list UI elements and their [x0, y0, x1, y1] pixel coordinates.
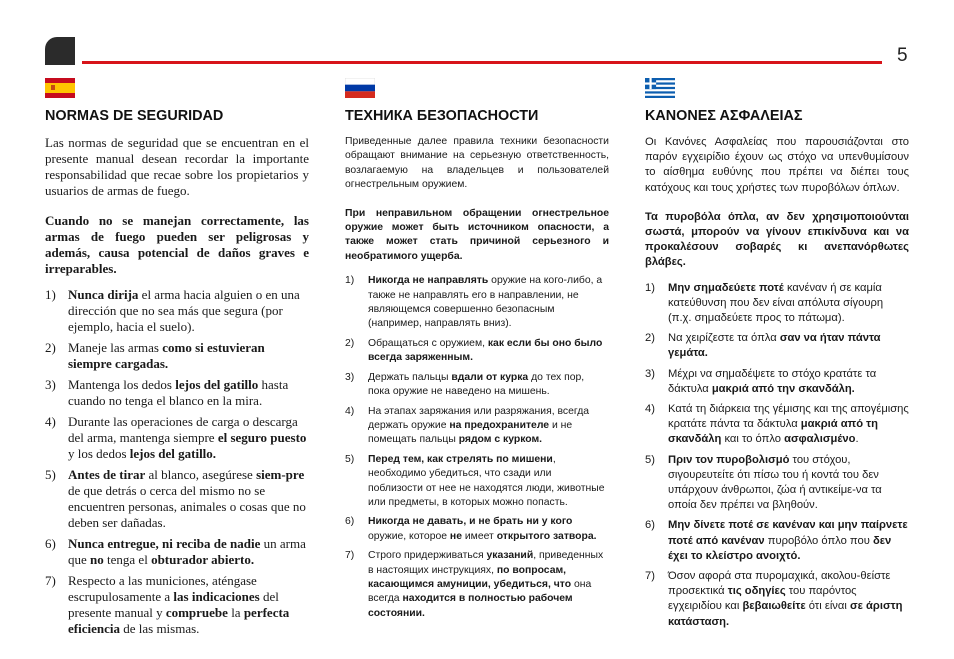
rule-text: un arma que [68, 536, 306, 567]
rules-list [345, 274, 609, 621]
rule-item [45, 340, 309, 372]
section-heading: ΚΑΝΟΝΕΣ ΑΣΦΑΛΕΙΑΣ [645, 108, 803, 124]
rule-text: tenga el [103, 552, 152, 567]
warning-paragraph: Τα πυροβόλα όπλα, αν δεν χρησιμοποιούνται σωστά, μπορούν να γίνουν επικίνδυνα και να προκαλέσουν σοβαρές κι ανεπανόρθωτες βλάβες. [645, 210, 909, 269]
header-rule [82, 61, 882, 64]
rule-text: Όσον αφορά στα πυρομαχικά, ακολου-θείστε προσεκτικά [668, 570, 891, 598]
brand-logo [45, 37, 75, 65]
rule-text: Обращаться с оружием, [368, 337, 488, 349]
rule-text: de las mismas. [119, 621, 200, 636]
rule-number: 2) [645, 332, 655, 345]
rule-number: 3) [345, 371, 355, 383]
rule-text: κανέναν ή σε καμία κατεύθυνση που δεν είναι απόλυτα σίγουρη (π.χ. σημαδεύετε προς το πάτωμα). [668, 281, 884, 325]
rule-item [645, 518, 909, 564]
section-greek [645, 78, 909, 635]
rule-item [645, 281, 909, 327]
section-heading: ТЕХНИКА БЕЗОПАСНОСТИ [345, 108, 539, 124]
rule-number: 7) [45, 573, 56, 588]
rule-emphasis: el seguro puesto [217, 430, 307, 445]
rule-text: del presente manual y [68, 589, 279, 620]
rule-emphasis: Никогда не давать, и не брать ни у кого [368, 516, 573, 528]
rule-number: 7) [345, 550, 355, 562]
rules-list [645, 281, 909, 630]
rule-text: . [855, 433, 859, 446]
rule-text: Maneje las armas [68, 340, 163, 355]
rule-emphasis: Никогда не направлять [368, 275, 489, 287]
rules-list [45, 287, 309, 637]
rule-emphasis: как если бы оно было всегда заряженным. [368, 337, 603, 364]
rule-number: 1) [645, 281, 655, 294]
rule-number: 2) [345, 337, 355, 349]
rule-number: 5) [45, 467, 56, 482]
rule-number: 5) [645, 453, 655, 466]
rule-text: la [227, 605, 244, 620]
rule-item [45, 287, 309, 335]
rule-emphasis: ασφαλισμένο [784, 433, 856, 446]
rule-item [645, 331, 909, 361]
rule-emphasis: указаний [486, 550, 534, 562]
intro-paragraph: Οι Κανόνες Ασφαλείας που παρουσιάζονται στο παρόν εγχειρίδιο έχουν ως στόχο να υπενθυμίσουν το αίσθημα ευθύνης που πρέπει να διέπει τους κατόχους και τους χρήστες των πυροβόλων όπλων. [645, 136, 909, 194]
rule-item [45, 536, 309, 568]
rule-item [645, 402, 909, 448]
rule-item [345, 371, 609, 400]
rule-text: Durante las operaciones de carga o descarga del arma, mantenga siempre [68, 414, 298, 445]
rule-item [45, 414, 309, 462]
rule-text: Να χειρίζεστε τα όπλα [668, 332, 780, 345]
rule-item [45, 377, 309, 409]
rule-text: και το όπλο [721, 433, 785, 446]
rule-emphasis: вдали от курка [451, 371, 529, 383]
rule-text: al blanco, asegúrese [145, 467, 257, 482]
rule-emphasis: не [449, 530, 462, 542]
rule-emphasis: Antes de tirar [68, 467, 146, 482]
rule-emphasis: lejos del gatillo. [129, 446, 217, 461]
rule-emphasis: las indicaciones [173, 589, 260, 604]
rule-text: до тех пор, пока оружие не наведено на мишень. [368, 371, 585, 398]
greece-flag-icon [645, 78, 675, 98]
rule-number: 7) [645, 570, 655, 583]
rule-text: του παρόντος εγχειριδίου και [668, 585, 857, 613]
rule-emphasis: Μην δίνετε ποτέ σε κανέναν και μην παίρνετε ποτέ από κανέναν [668, 519, 908, 547]
rule-emphasis: no [90, 552, 104, 567]
rule-text: Μέχρι να σημαδέψετε το στόχο κρατάτε τα δάκτυλα [668, 367, 877, 395]
rule-number: 5) [345, 453, 355, 465]
russia-flag-icon [345, 78, 375, 98]
rule-emphasis: βεβαιωθείτε [742, 600, 806, 613]
rule-text: она всегда [368, 578, 592, 605]
intro-paragraph: Приведенные далее правила техники безопасности обращают внимание на серьезную ответственность, возлагаемую на владельцев и пользователей огнестрельным оружием. [345, 136, 609, 191]
rule-text: de que detrás o cerca del mismo no se encuentren personas, animales o cosas que no deben ser dañadas. [68, 483, 306, 530]
rule-text: оружие, которое [368, 530, 450, 542]
rule-item [45, 467, 309, 531]
rule-emphasis: μακριά από την σκανδάλη. [711, 382, 855, 395]
rule-item [345, 515, 609, 544]
rule-text: Mantenga los dedos [68, 377, 176, 392]
rule-number: 4) [345, 405, 355, 417]
rule-text: , необходимо убедиться, что сзади или поблизости от нее не находятся люди, животные или предметы, в которых можно попасть. [368, 453, 605, 508]
rule-number: 4) [645, 403, 655, 416]
rule-item [45, 573, 309, 637]
rule-number: 3) [645, 367, 655, 380]
rule-emphasis: compruebe [165, 605, 228, 620]
rule-emphasis: Nunca entregue, ni reciba de nadie [68, 536, 261, 551]
rule-text: Κατά τη διάρκεια της γέμισης και της απογέμισης κρατάτε πάντα τα δάκτυλα [668, 403, 909, 431]
rule-text: , приведенных в настоящих инструкциях, [368, 550, 604, 576]
rule-number: 3) [45, 377, 56, 392]
rule-emphasis: perfecta eficiencia [68, 605, 290, 636]
rule-emphasis: Μην σημαδεύετε ποτέ [668, 281, 784, 294]
rule-item [345, 337, 609, 366]
rule-text: и не помещать пальцы [368, 419, 573, 446]
warning-paragraph: При неправильном обращении огнестрельное оружие может быть источником опасности, а также может стать причиной серьезного и необратимого ущерба. [345, 207, 609, 262]
rule-text: На этапах заряжания или разряжания, всегда держать оружие [368, 405, 590, 431]
rule-number: 6) [45, 536, 56, 551]
rule-number: 4) [45, 414, 56, 429]
rule-emphasis: открытого затвора. [496, 530, 597, 542]
rule-text: πυροβόλο όπλο που [764, 534, 873, 547]
rule-item [345, 453, 609, 511]
rule-text: имеет [461, 530, 497, 542]
rule-emphasis: σαν να ήταν πάντα γεμάτα. [668, 332, 881, 360]
rule-emphasis: siem-pre [256, 467, 305, 482]
page-number: 5 [897, 45, 908, 66]
rule-emphasis: по вопросам, касающимся амуниции, убедиться, что [368, 564, 572, 590]
rule-text: ότι είναι [805, 600, 850, 613]
rule-text: hasta cuando no tenga el blanco en la mira. [68, 377, 289, 408]
rule-emphasis: Πριν τον πυροβολισμό [668, 453, 790, 466]
rule-emphasis: рядом с курком. [458, 434, 543, 446]
rule-text: y los dedos [68, 446, 130, 461]
spain-flag-icon [45, 78, 75, 98]
rule-emphasis: Перед тем, как стрелять по мишени [368, 453, 553, 465]
rule-emphasis: obturador abierto. [151, 552, 255, 567]
rule-number: 6) [345, 516, 355, 528]
section-spanish [45, 78, 309, 642]
rule-item [645, 367, 909, 397]
rule-number: 2) [45, 340, 56, 355]
section-heading: NORMAS DE SEGURIDAD [45, 108, 224, 124]
rule-emphasis: lejos del gatillo [175, 377, 259, 392]
warning-paragraph: Cuando no se manejan correctamente, las armas de fuego pueden ser peligrosas y además, causa potencial de daños graves e irreparables. [45, 213, 309, 276]
intro-paragraph: Las normas de seguridad que se encuentran en el presente manual desean recordar la importante responsabilidad que recae sobre los propietarios y usuarios de armas de fuego. [45, 135, 309, 198]
rule-text: του στόχου, σιγουρευτείτε ότι πίσω του ή κοντά του δεν υπάρχουν άνθρωποι, ζώα ή αντικείμε-να τα οποία δεν πρέπει να βληθούν. [668, 453, 882, 512]
rule-emphasis: μακριά από τη σκανδάλη [668, 418, 878, 446]
rule-text: оружие на кого-либо, а также не направлять его в направлении, не являющемся совершенно безопасным (например, направлять вниз). [368, 275, 603, 330]
rule-number: 6) [645, 519, 655, 532]
rule-emphasis: δεν έχει το κλείστρο ανοιχτό. [668, 534, 892, 562]
rule-emphasis: находится в полностью рабочем состоянии. [368, 593, 573, 619]
rule-number: 1) [45, 287, 56, 302]
rule-item [345, 405, 609, 448]
rule-emphasis: σε άριστη κατάσταση. [668, 600, 903, 628]
rule-emphasis: τις οδηγίες [727, 585, 786, 598]
rule-item [345, 549, 609, 621]
rule-text: Строго придерживаться [368, 550, 487, 562]
rule-item [345, 274, 609, 332]
rule-number: 1) [345, 275, 355, 287]
rule-emphasis: Nunca dirija [68, 287, 139, 302]
rule-text: Respecto a las municiones, aténgase escrupulosamente a [68, 573, 257, 604]
rule-emphasis: como si estuvieran siempre cargadas. [68, 340, 265, 371]
rule-item [645, 569, 909, 630]
rule-item [645, 453, 909, 514]
rule-text: Держать пальцы [368, 371, 452, 383]
section-russian [345, 78, 609, 626]
rule-text: el arma hacia alguien o en una dirección que no sea más que segura (por ejemplo, hacia el suelo). [68, 287, 300, 334]
rule-emphasis: на предохранителе [449, 419, 550, 431]
